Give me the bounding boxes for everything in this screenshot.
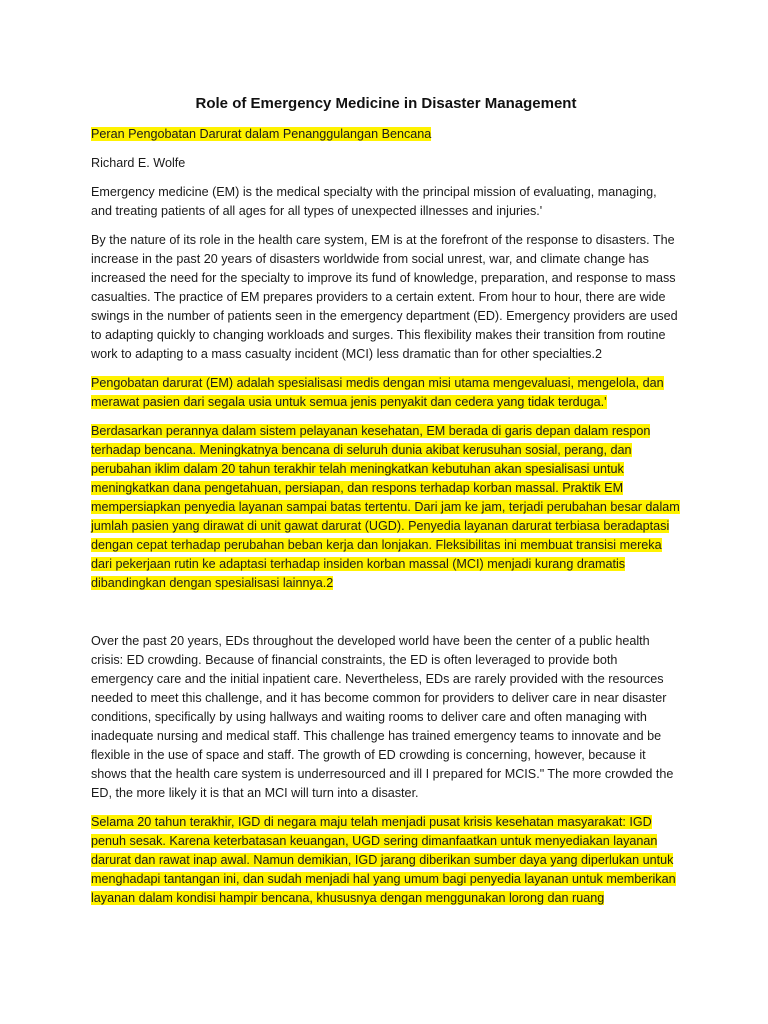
paragraph-id-3-text: Selama 20 tahun terakhir, IGD di negara maju telah menjadi pusat krisis kesehatan masyarakat: IGD penuh sesak. Karena keterbatasan keuangan, UGD sering dimanfaatkan untuk menyediakan layanan darurat dan rawat inap awal. Namun demikian, IGD jarang diberikan sumber daya yang diperlukan untuk menghadapi tantangan ini, dan sudah menjadi hal yang umum bagi penyedia layanan untuk memberikan layanan dalam kondisi hampir bencana, khususnya dengan menggunakan lorong dan ruang — [91, 815, 676, 905]
paragraph-id-2 — [91, 422, 681, 593]
paragraph-id-3 — [91, 813, 681, 908]
paragraph-id-1-text: Pengobatan darurat (EM) adalah spesialisasi medis dengan misi utama mengevaluasi, mengelola, dan merawat pasien dari segala usia untuk semua jenis penyakit dan cedera yang tidak terduga.' — [91, 376, 664, 409]
document-title: Role of Emergency Medicine in Disaster Management — [195, 95, 577, 112]
paragraph-id-2-text: Berdasarkan perannya dalam sistem pelayanan kesehatan, EM berada di garis depan dalam respon terhadap bencana. Meningkatnya bencana di seluruh dunia akibat kerusuhan sosial, perang, dan perubahan iklim dalam 20 tahun terakhir telah meningkatkan kebutuhan akan spesialisasi untuk meningkatkan dana pengetahuan, persiapan, dan respons terhadap korban massal. Praktik EM mempersiapkan penyedia layanan sampai batas tertentu. Dari jam ke jam, terjadi perubahan besar dalam jumlah pasien yang dirawat di unit gawat darurat (UGD). Penyedia layanan darurat terbiasa beradaptasi dengan cepat terhadap perubahan beban kerja dan lonjakan. Fleksibilitas ini membuat transisi mereka dari pekerjaan rutin ke adaptasi terhadap insiden korban massal (MCI) menjadi kurang dramatis dibandingkan dengan spesialisasi lainnya.2 — [91, 424, 680, 590]
translated-title — [91, 125, 681, 144]
paragraph-en-1: Emergency medicine (EM) is the medical specialty with the principal mission of evaluating, managing, and treating patients of all ages for all types of unexpected illnesses and injuries.' — [91, 185, 657, 218]
paragraph-en-3: Over the past 20 years, EDs throughout the developed world have been the center of a public health crisis: ED crowding. Because of financial constraints, the ED is often leveraged to provide both emergency care and the initial inpatient care. Nevertheless, EDs are rarely provided with the resources needed to meet this challenge, and it has become common for providers to deliver care in near disaster conditions, specifically by using hallways and waiting rooms to deliver care and often managing with inadequate nursing and medical staff. This challenge has trained emergency teams to innovate and be flexible in the use of space and staff. The growth of ED crowding is concerning, however, because it shows that the health care system is underresourced and ill I prepared for MCIS." The more crowded the ED, the more likely it is that an MCI will turn into a disaster. — [91, 634, 674, 800]
paragraph-en-2: By the nature of its role in the health care system, EM is at the forefront of the response to disasters. The increase in the past 20 years of disasters worldwide from social unrest, war, and climate change has increased the need for the specialty to improve its fund of knowledge, preparation, and response to mass casualties. The practice of EM prepares providers to a certain extent. From hour to hour, there are wide swings in the number of patients seen in the emergency department (ED). Emergency providers are used to adapting quickly to changing workloads and surges. This flexibility makes their transition from routine work to adapting to a mass casualty incident (MCI) less dramatic than for other specialties.2 — [91, 233, 678, 361]
author-name: Richard E. Wolfe — [91, 156, 186, 170]
document-body — [91, 92, 681, 918]
paragraph-spacer — [91, 603, 681, 632]
paragraph-id-1 — [91, 374, 681, 412]
translated-title-text: Peran Pengobatan Darurat dalam Penanggulangan Bencana — [91, 127, 432, 141]
